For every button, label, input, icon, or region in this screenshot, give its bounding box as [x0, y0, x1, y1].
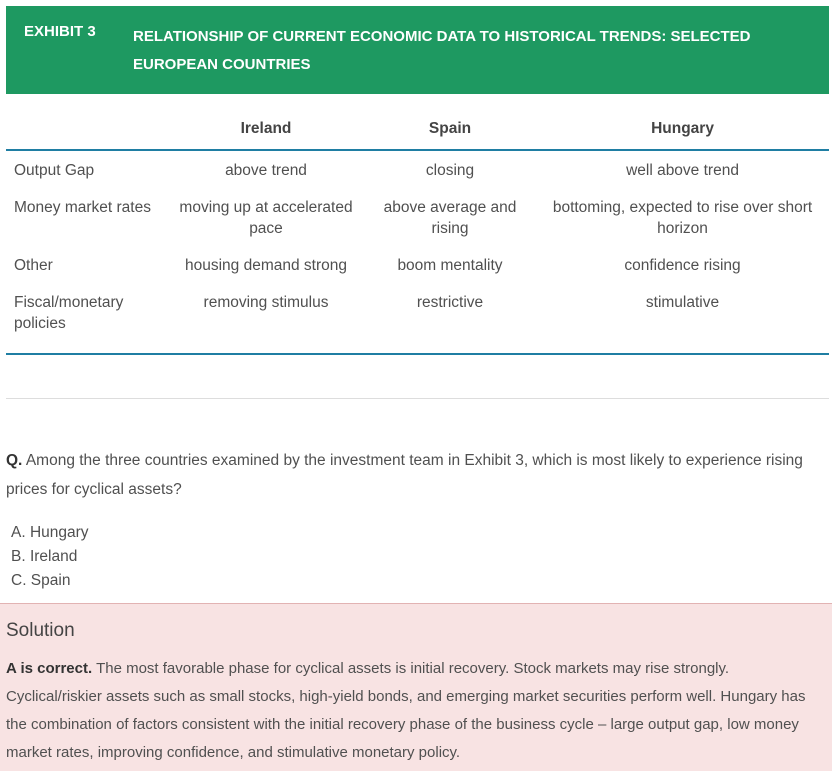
solution-body: [6, 655, 821, 767]
question-prefix: Q.: [6, 452, 23, 469]
row-label: Other: [14, 257, 53, 274]
column-header: Hungary: [536, 114, 829, 150]
table-cell: above trend: [225, 162, 307, 179]
column-header: [6, 114, 168, 150]
table-cell: moving up at accelerated pace: [179, 199, 353, 237]
row-label: Output Gap: [14, 162, 95, 179]
option-a[interactable]: A. Hungary: [11, 524, 89, 541]
table-header-row: [6, 114, 829, 150]
column-header: Spain: [364, 114, 536, 150]
solution-title: Solution: [6, 620, 75, 641]
table-cell: confidence rising: [624, 257, 741, 274]
solution-lead: A is correct.: [6, 660, 93, 677]
solution-text: The most favorable phase for cyclical assets is initial recovery. Stock markets may rise strongly. Cyclical/riskier assets such as small stocks, high-yield bonds, and emerging market securities perform well. Hungary has the combination of factors consistent with the initial recovery phase of the business cycle – large output gap, low money market rates, improving confidence, and stimulative monetary policy.: [6, 660, 806, 761]
table-cell: housing demand strong: [184, 257, 347, 274]
table-cell: boom mentality: [397, 257, 503, 274]
table-cell: removing stimulus: [168, 284, 364, 354]
exhibit-header: [6, 6, 829, 94]
table-cell: bottoming, expected to rise over short horizon: [552, 199, 813, 237]
option-c[interactable]: C. Spain: [11, 572, 71, 589]
exhibit-table: [6, 114, 829, 355]
option-b[interactable]: B. Ireland: [11, 548, 78, 565]
column-header: Ireland: [168, 114, 364, 150]
question-body: Among the three countries examined by the investment team in Exhibit 3, which is most likely to experience rising prices for cyclical assets?: [6, 452, 803, 498]
table-cell: above average and rising: [383, 199, 517, 237]
table-cell: stimulative: [536, 284, 829, 354]
table-cell: closing: [425, 162, 475, 179]
section-divider: [6, 398, 829, 399]
exhibit-title: RELATIONSHIP OF CURRENT ECONOMIC DATA TO HISTORICAL TRENDS: SELECTED EUROPEAN COUNTRIES: [133, 28, 751, 73]
exhibit-number: EXHIBIT 3: [24, 23, 96, 40]
table-cell: restrictive: [364, 284, 536, 354]
solution-panel: [0, 603, 832, 771]
table-row: [6, 247, 829, 284]
answer-options: [11, 522, 89, 594]
table-cell: well above trend: [626, 162, 739, 179]
table-row: [6, 189, 829, 247]
question-text: [6, 447, 806, 504]
row-label: Fiscal/monetary policies: [6, 284, 168, 354]
table-row: [6, 284, 829, 354]
table-row: [6, 150, 829, 189]
row-label: Money market rates: [14, 199, 151, 216]
